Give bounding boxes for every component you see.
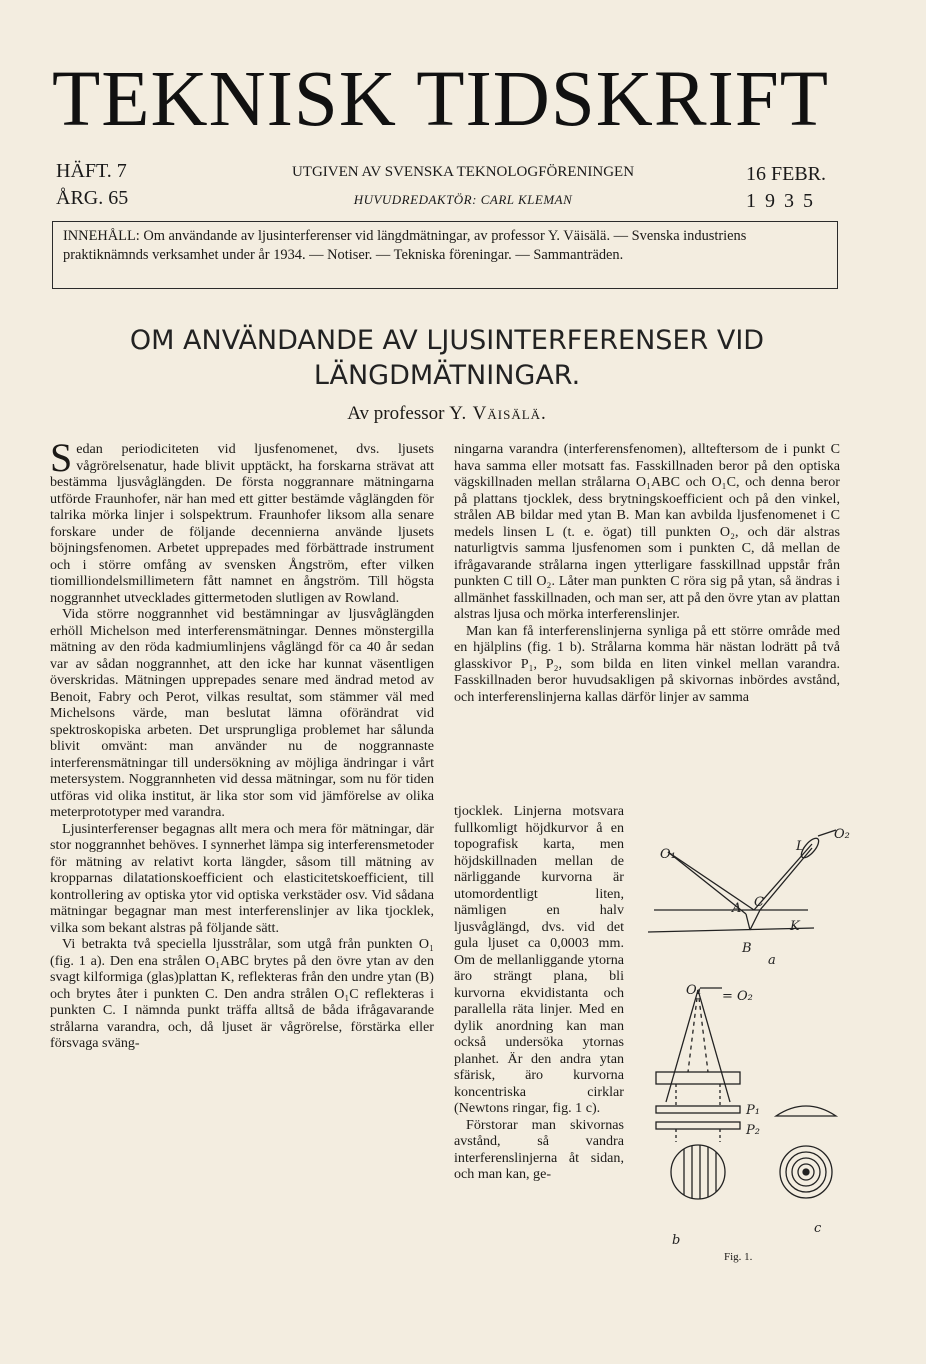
label-fig-c: c (814, 1221, 822, 1236)
paragraph: Vi betrakta två speciella ljusstrålar, som utgå från punkten O₁ (fig. 1 a). Den ena strålen O₁ABC brytes på den övre ytan av den svagt kilformiga (glas)plattan K, reflekteras från den undre ytan (B) och brytes åter i punkten C. Den andra strålen O₁C reflekteras i punkten C. I nämnda punkt träffa alltså de båda ifrågavarande strålarna varandra, och, då ljuset är vågrörelse, förstärka eller försvaga sväng- (50, 936, 434, 1051)
figure-caption: Fig. 1. (724, 1251, 753, 1263)
issue-date: 16 FEBR. (746, 163, 827, 185)
label-l: L (796, 839, 805, 854)
paragraph: Man kan få interferenslinjerna synliga på ett större område med en hjälplins (fig. 1 b). Strålarna komma här nästan lodrätt på två glasskivor P₁, P₂, som bilda en liten vinkel mellan varandra. Fasskillnaden beror huvudsakligen på skivornas inbördes avstånd, och interferenslinjerna kallas därför linjer av samma (454, 622, 840, 705)
paragraph-text: edan periodiciteten vid ljusfenomenet, dvs. ljusets vågrörelsenatur, hade blivit upptäckt, ha forskarna strävat att bestämma ljusvåglängden. De första noggrannare mätningarna utförde Fraunhofer, när han med ett gitter bestämde våglängden för talrika mörka linjer i solspektrum. Fraunhofer liksom alla senare forskare under de följande decennierna använde ljusets böjningsfenomen. Arbetet upprepades med förbättrade instrument och i större omfång av svensken Ångström, efter vilken tiomilliondelsmillimetern fått namnet en ångström. Till högsta noggrannhet utvecklades gittermetoden slutligen av Rowland. (50, 441, 434, 606)
paragraph (50, 435, 434, 606)
editor-line: HUVUDREDAKTÖR: CARL KLEMAN (353, 192, 573, 207)
label-o2b: = O₂ (722, 989, 753, 1004)
byline-prefix: Av professor (347, 403, 445, 424)
paragraph: tjocklek. Linjerna motsvara fullkomligt höjdkurvor å en topografisk karta, men höjdskillnaden mellan de närliggande kurvorna är utomordentligt liten, nämligen en halv ljusvåglängd, dvs. vid det gula ljuset ca 0,0003 mm. Om de mellanliggande ytorna äro strängt plana, bli kurvorna ekvidistanta och parallella räta linjer. Med en dylik anordning kan man också undersöka ytornas planhet. Är den andra ytan sfärisk, äro kurvorna koncentriska cirklar (Newtons ringar, fig. 1 c). (454, 803, 624, 1116)
label-p1: P₁ (746, 1103, 760, 1118)
paragraph: ningarna varandra (interferensfenomen), allteftersom de i punkt C hava samma eller motsatt fas. Fasskillnaden beror på den optiska vägskillnaden mellan strålarna O₁ABC och O₁C, och denna beror på plattans tjocklek, dess brytningskoefficient och på den vinkel, strålen AB bildar med ytan B. Man kan avbilda ljusfenomenet i C medels linsen L (t. e. ögat) till punkten O₂, och där alstras naturligtvis samma ljusfenomen som i punkten C, då mellan de ifrågavarande strålarna ingen ytterligare fasskillnad uppstår från punkten C till O₂. Låter man punkten C röra sig på ytan, så ändras i allmänhet fasskillnaden, och man ser, att på den övre ytan av plattan alstras ljusa och mörka interferenslinjer. (454, 441, 840, 622)
label-p2: P₂ (746, 1123, 760, 1138)
paragraph: Vida större noggrannhet vid bestämningar av ljusvåglängden erhöll Michelson med interferensmätningar. Dennes mönstergilla mätning av den röda kadmiumlinjens våglängd för ca 40 år sedan var av sådan noggrannhet, att den icke har kunnat väsentligen överskridas. Mätningen upprepades senare med ändrad metod av Benoit, Fabry och Perot, vilkas resultat, som stämmer väl med Michelsons värde, man beslutat lämna oförändrat vid spektroskopiska arbeten. Det ursprungliga problemet har sålunda blivit omvänt: man använder nu de noggrannaste interferensmätningar till undersökning av möjliga ändringar i vårt metersystem. Noggrannheten vid dessa mätningar, som nu för tiden utföras vid olika institut, är lika stor som vid jämförelse av olika meterprototyper med varandra. (50, 606, 434, 820)
drop-cap: S (50, 435, 73, 480)
masthead: TEKNISK TIDSKRIFT (52, 56, 830, 143)
article-title-line-1: OM ANVÄNDANDE AV LJUSINTERFERENSER VID (129, 325, 765, 356)
paragraph: Förstorar man skivornas avstånd, så vandra interferenslinjerna åt sidan, och man kan, ge- (454, 1116, 624, 1182)
label-c: C (754, 895, 764, 910)
issue-year: 1 9 3 5 (746, 190, 815, 212)
article-right-column (454, 441, 840, 705)
volume-number: ÅRG. 65 (56, 187, 129, 209)
article-left-column (50, 435, 434, 1052)
issue-number: HÄFT. 7 (56, 160, 127, 182)
label-fig-b: b (672, 1233, 681, 1248)
byline (52, 403, 842, 425)
article-right-narrow-column (454, 803, 624, 1183)
label-o1b: O₁ (686, 983, 702, 998)
contents-text: INNEHÅLL: Om användande av ljusinterferenser vid längdmätningar, av professor Y. Väisälä. — Svenska industriens praktiknämnds verksamhet under år 1934. — Notiser. — Tekniska föreningar. — Sammanträden. (63, 228, 747, 263)
label-b: B (742, 941, 752, 956)
label-a: A (732, 901, 742, 916)
label-fig-a: a (768, 953, 776, 968)
label-k: K (790, 919, 800, 934)
author-name: Y. Väisälä. (449, 403, 547, 424)
publisher-line: UTGIVEN AV SVENSKA TEKNOLOGFÖRENINGEN (291, 164, 635, 180)
paragraph: Ljusinterferenser begagnas allt mera och mera för mätningar, där stor noggrannhet behöves. I synnerhet lämpa sig interferensmetoder för mätning av relativt korta längder, såsom till mätning av kropparnas dilatationskoefficient och elasticitetskoefficient, till kontrollering av optiska ytor vid optiska verkstäder osv. Vid sådana mätningar begagnar man mest interferenslinjer av lika tjocklek, vilka som bekant alstras på följande sätt. (50, 820, 434, 936)
label-o2: O₂ (834, 827, 850, 842)
article-title-line-2: LÄNGDMÄTNINGAR. (313, 360, 581, 391)
figure-1 (636, 812, 856, 1272)
table-of-contents (52, 221, 838, 289)
label-o1: O₁ (660, 847, 676, 862)
